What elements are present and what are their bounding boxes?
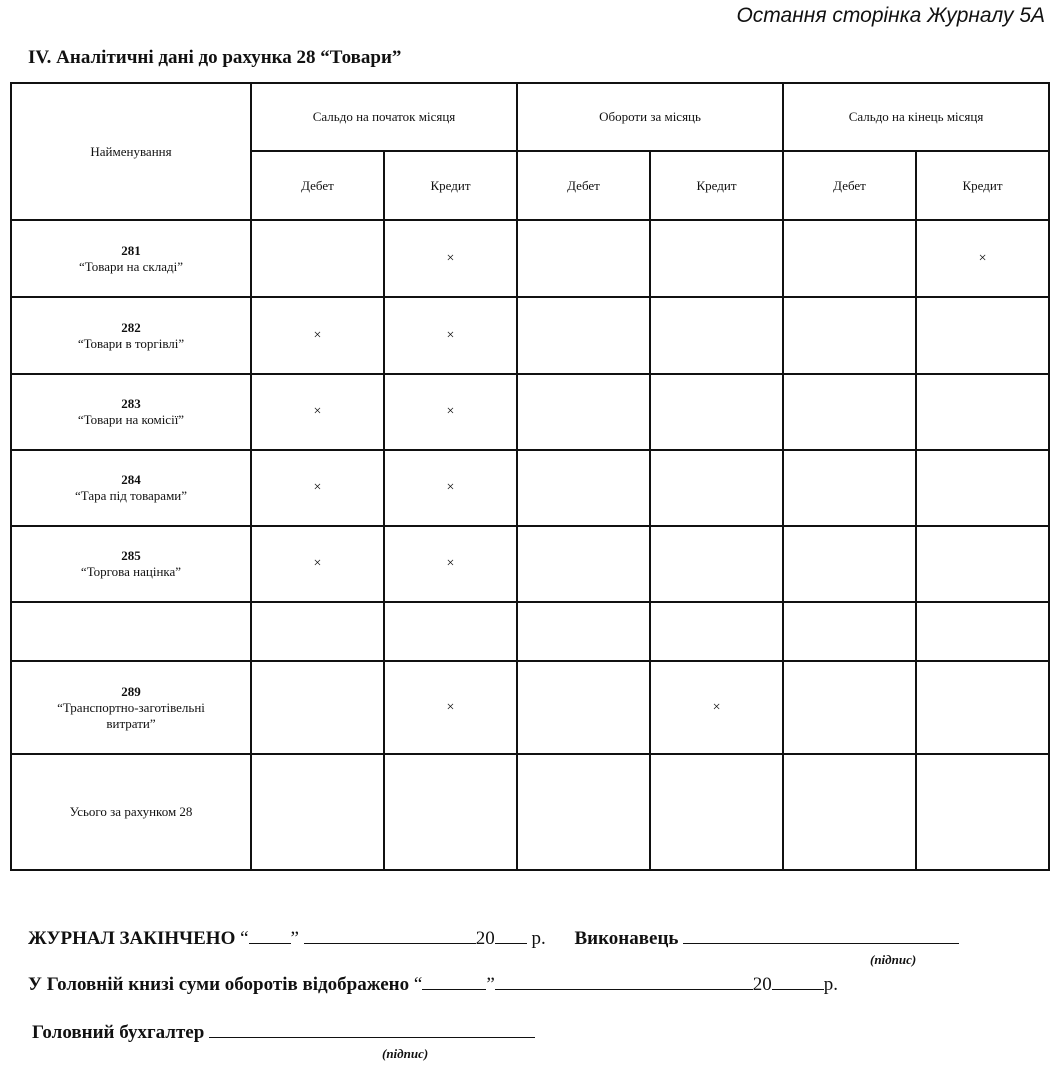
cell-total-closing-debit[interactable] bbox=[783, 754, 916, 870]
section-title: IV. Аналітичні дані до рахунка 28 “Товари” bbox=[28, 47, 402, 68]
cell-opening-credit[interactable] bbox=[384, 602, 517, 661]
table-row bbox=[11, 220, 1049, 297]
cell-closing-debit[interactable] bbox=[783, 374, 916, 450]
account-cell bbox=[11, 450, 251, 526]
account-code: 289 bbox=[121, 683, 141, 699]
ledger-table bbox=[10, 82, 1050, 871]
table-row bbox=[11, 526, 1049, 602]
cell-opening-debit[interactable]: × bbox=[251, 526, 384, 602]
cell-total-opening-debit[interactable] bbox=[251, 754, 384, 870]
cell-opening-debit[interactable] bbox=[251, 661, 384, 754]
journal-closed-label: ЖУРНАЛ ЗАКІНЧЕНО bbox=[28, 928, 236, 949]
signature-caption: (підпис) bbox=[382, 1046, 429, 1061]
cell-turnover-debit[interactable] bbox=[517, 602, 650, 661]
account-code: 285 bbox=[121, 548, 141, 563]
year-blank[interactable] bbox=[495, 925, 527, 944]
quote-close: ” bbox=[290, 928, 299, 949]
account-cell bbox=[11, 661, 251, 754]
account-name: “Товари на складі” bbox=[79, 258, 183, 274]
page-header-note: Остання сторінка Журналу 5А bbox=[736, 4, 1045, 27]
table-total-row bbox=[11, 754, 1049, 870]
day-blank[interactable] bbox=[422, 971, 486, 990]
cell-closing-debit[interactable] bbox=[783, 220, 916, 297]
table-row bbox=[11, 374, 1049, 450]
account-cell bbox=[11, 220, 251, 297]
year-prefix: 20 bbox=[475, 928, 495, 949]
cell-closing-debit[interactable] bbox=[783, 661, 916, 754]
quote-open: “ bbox=[413, 974, 423, 995]
cell-turnover-debit[interactable] bbox=[517, 661, 650, 754]
subheader-credit: Кредит bbox=[384, 151, 517, 220]
quote-close: ” bbox=[486, 974, 495, 995]
column-header-name: Найменування bbox=[11, 83, 251, 220]
cell-closing-credit[interactable] bbox=[916, 297, 1049, 374]
month-blank[interactable] bbox=[495, 971, 753, 990]
cell-opening-debit[interactable]: × bbox=[251, 450, 384, 526]
cell-opening-credit[interactable]: × bbox=[384, 220, 517, 297]
cell-total-opening-credit[interactable] bbox=[384, 754, 517, 870]
journal-closed-line bbox=[28, 925, 959, 950]
cell-closing-debit[interactable] bbox=[783, 526, 916, 602]
group-header-opening-balance: Сальдо на початок місяця bbox=[251, 83, 517, 151]
cell-closing-credit[interactable] bbox=[916, 526, 1049, 602]
cell-opening-debit[interactable] bbox=[251, 602, 384, 661]
cell-opening-credit[interactable]: × bbox=[384, 374, 517, 450]
account-cell bbox=[11, 602, 251, 661]
chief-accountant-line bbox=[32, 1019, 535, 1044]
account-name: “Тара під товарами” bbox=[74, 488, 188, 503]
cell-closing-debit[interactable] bbox=[783, 602, 916, 661]
subheader-credit: Кредит bbox=[916, 151, 1049, 220]
cell-closing-credit[interactable] bbox=[916, 602, 1049, 661]
account-cell bbox=[11, 374, 251, 450]
account-name: “Товари на комісії” bbox=[77, 412, 185, 427]
cell-opening-debit[interactable]: × bbox=[251, 374, 384, 450]
group-header-closing-balance: Сальдо на кінець місяця bbox=[783, 83, 1049, 151]
account-name: “Торгова націнка” bbox=[80, 564, 182, 579]
cell-turnover-credit[interactable] bbox=[650, 526, 783, 602]
total-label: Усього за рахунком 28 bbox=[11, 754, 251, 870]
cell-turnover-credit[interactable] bbox=[650, 602, 783, 661]
signature-caption: (підпис) bbox=[870, 952, 917, 967]
year-blank[interactable] bbox=[772, 971, 824, 990]
cell-turnover-credit[interactable] bbox=[650, 450, 783, 526]
executor-signature-blank[interactable] bbox=[683, 925, 959, 944]
account-name: “Транспортно-заготівельні витрати” bbox=[57, 699, 205, 731]
cell-turnover-credit[interactable] bbox=[650, 374, 783, 450]
cell-opening-credit[interactable]: × bbox=[384, 526, 517, 602]
subheader-credit: Кредит bbox=[650, 151, 783, 220]
cell-total-turnover-credit[interactable] bbox=[650, 754, 783, 870]
executor-label: Виконавець bbox=[574, 928, 679, 949]
cell-turnover-debit[interactable] bbox=[517, 297, 650, 374]
day-blank[interactable] bbox=[249, 925, 291, 944]
subheader-debit: Дебет bbox=[517, 151, 650, 220]
table-row bbox=[11, 297, 1049, 374]
year-prefix: 20 bbox=[752, 974, 772, 995]
subheader-debit: Дебет bbox=[783, 151, 916, 220]
cell-turnover-debit[interactable] bbox=[517, 450, 650, 526]
cell-opening-credit[interactable]: × bbox=[384, 450, 517, 526]
year-suffix: р. bbox=[531, 928, 546, 949]
cell-opening-debit[interactable]: × bbox=[251, 297, 384, 374]
chief-accountant-label: Головний бухгалтер bbox=[32, 1022, 205, 1043]
cell-turnover-debit[interactable] bbox=[517, 220, 650, 297]
cell-turnover-credit[interactable] bbox=[650, 297, 783, 374]
cell-turnover-debit[interactable] bbox=[517, 374, 650, 450]
account-code: 282 bbox=[121, 319, 141, 335]
cell-opening-debit[interactable] bbox=[251, 220, 384, 297]
table-row bbox=[11, 450, 1049, 526]
account-cell bbox=[11, 526, 251, 602]
cell-closing-debit[interactable] bbox=[783, 450, 916, 526]
account-code: 284 bbox=[121, 472, 141, 487]
cell-total-turnover-debit[interactable] bbox=[517, 754, 650, 870]
account-code: 283 bbox=[121, 396, 141, 411]
cell-closing-credit[interactable] bbox=[916, 450, 1049, 526]
account-cell bbox=[11, 297, 251, 374]
ledger-line bbox=[28, 971, 838, 996]
cell-closing-credit[interactable]: × bbox=[916, 220, 1049, 297]
subheader-debit: Дебет bbox=[251, 151, 384, 220]
account-code: 281 bbox=[121, 242, 141, 258]
table-row bbox=[11, 661, 1049, 754]
account-name: “Товари в торгівлі” bbox=[77, 335, 185, 351]
cell-closing-credit[interactable] bbox=[916, 661, 1049, 754]
month-blank[interactable] bbox=[304, 925, 476, 944]
cell-closing-credit[interactable] bbox=[916, 374, 1049, 450]
cell-closing-debit[interactable] bbox=[783, 297, 916, 374]
cell-turnover-credit[interactable] bbox=[650, 220, 783, 297]
year-suffix: р. bbox=[823, 974, 838, 995]
cell-turnover-credit[interactable]: × bbox=[650, 661, 783, 754]
chief-accountant-signature-blank[interactable] bbox=[209, 1019, 535, 1038]
cell-opening-credit[interactable]: × bbox=[384, 661, 517, 754]
cell-opening-credit[interactable]: × bbox=[384, 297, 517, 374]
table-row bbox=[11, 602, 1049, 661]
cell-total-closing-credit[interactable] bbox=[916, 754, 1049, 870]
quote-open: “ bbox=[240, 928, 249, 949]
ledger-line-label: У Головній книзі суми оборотів відображено bbox=[28, 974, 410, 995]
cell-turnover-debit[interactable] bbox=[517, 526, 650, 602]
group-header-turnover: Обороти за місяць bbox=[517, 83, 783, 151]
table-header-row bbox=[11, 83, 1049, 151]
